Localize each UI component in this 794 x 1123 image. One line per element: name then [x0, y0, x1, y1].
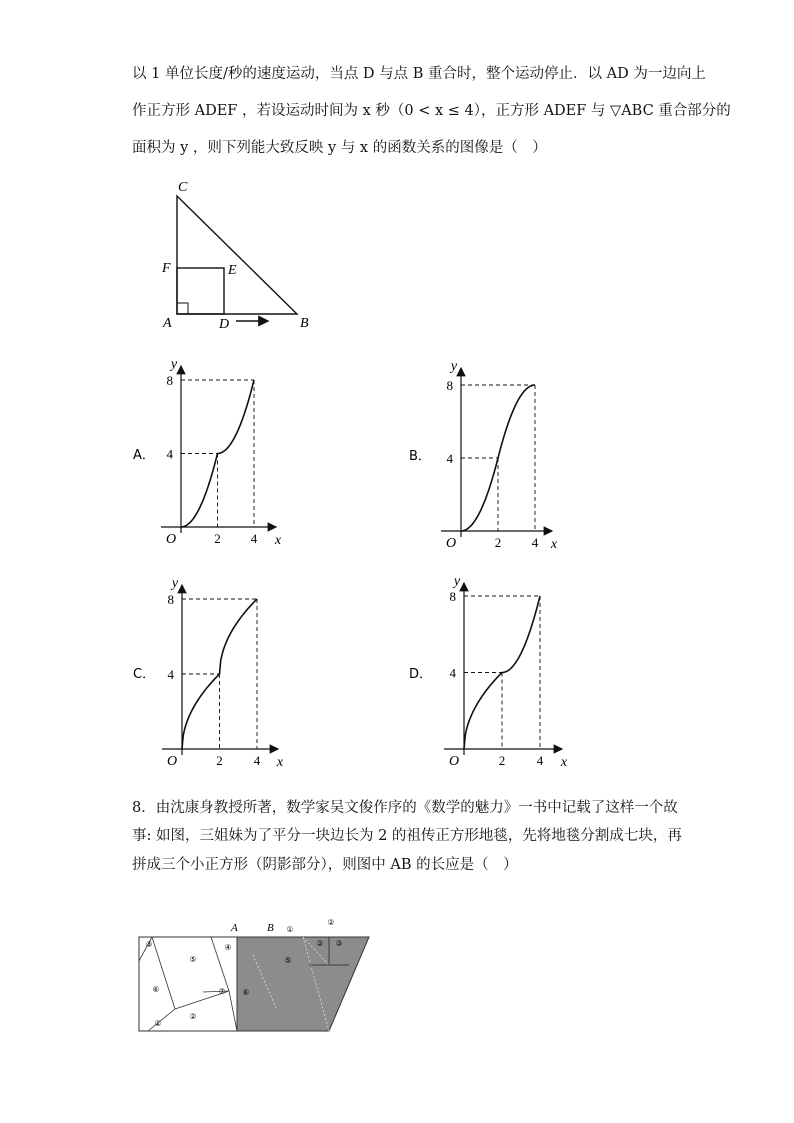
series-curve: [464, 596, 540, 749]
label-f: F: [162, 261, 171, 276]
x-tick-label: 2: [494, 535, 502, 550]
carpet-piece-number: ③: [145, 940, 153, 949]
x-tick-label: 2: [498, 753, 506, 768]
label-c: C: [178, 180, 188, 195]
carpet-square: [139, 937, 237, 1031]
x-tick-label: 4: [531, 535, 539, 550]
carpet-piece-number: ②: [189, 1012, 197, 1021]
q8-line-3: 拼成三个小正方形（阴影部分），则图中 AB 的长应是（ ）: [132, 857, 518, 873]
carpet-label-a: A: [231, 922, 238, 934]
triangle-abc: [177, 196, 297, 314]
graph-option-b: [409, 359, 558, 552]
carpet-piece-number: ⑦: [218, 987, 226, 996]
origin-label: O: [165, 532, 177, 547]
carpet-piece-number: ⑤: [284, 956, 292, 965]
y-axis-label: y: [450, 359, 458, 374]
y-tick-label: 4: [166, 446, 173, 462]
x-tick-label: 4: [536, 753, 544, 768]
x-axis-label: x: [276, 755, 284, 770]
y-axis-label: y: [453, 574, 461, 589]
label-b: B: [300, 316, 309, 331]
square-adef: [177, 268, 224, 314]
carpet-piece-number: ②: [316, 939, 324, 948]
origin-label: O: [166, 754, 178, 769]
y-tick-label: 4: [449, 665, 456, 681]
y-tick-label: 4: [167, 667, 174, 682]
x-axis-label: x: [560, 755, 568, 770]
y-axis-label: y: [170, 357, 178, 372]
option-label: B．: [409, 449, 431, 464]
origin-label: O: [448, 754, 460, 769]
option-label: D．: [409, 667, 433, 682]
carpet-piece-number: ①: [286, 925, 294, 934]
q8-line-1: 8．由沈康身教授所著，数学家吴文俊作序的《数学的魅力》一书中记载了这样一个故: [132, 800, 678, 816]
y-tick-label: 8: [449, 589, 456, 604]
x-axis-label: x: [274, 533, 282, 548]
x-tick-label: 2: [214, 531, 221, 546]
origin-label: O: [445, 536, 457, 551]
q8-line-2: 事: 如图，三姐妹为了平分一块边长为 2 的祖传正方形地毯，先将地毯分割成七块，再: [132, 828, 682, 844]
carpet-label-b: B: [267, 922, 274, 934]
right-angle-mark: [177, 303, 188, 314]
option-label: A．: [133, 448, 155, 463]
carpet-figure: [139, 937, 369, 1031]
x-tick-label: 4: [250, 531, 258, 546]
carpet-piece-number: ⑥: [242, 988, 250, 997]
option-label: C．: [133, 667, 156, 682]
label-e: E: [228, 263, 237, 278]
carpet-piece-number: ①: [154, 1019, 162, 1028]
carpet-piece-number: ④: [224, 943, 232, 952]
graph-option-a: [133, 357, 282, 548]
carpet-piece-number: ⑤: [189, 955, 197, 964]
y-tick-label: 8: [446, 378, 453, 393]
label-a: A: [163, 316, 172, 331]
y-tick-label: 8: [166, 373, 173, 388]
q7-line-3: 面积为 y ，则下列能大致反映 y 与 x 的函数关系的图像是（ ）: [132, 140, 547, 156]
carpet-piece-number: ⑥: [152, 985, 160, 994]
y-tick-label: 8: [167, 592, 174, 607]
label-d: D: [219, 317, 230, 332]
q7-line-1: 以 1 单位长度/秒的速度运动，当点 D 与点 B 重合时，整个运动停止．以 AD 为一边向上: [132, 66, 706, 82]
carpet-piece-number: ②: [327, 918, 335, 927]
graph-option-d: [409, 574, 568, 770]
y-axis-label: y: [171, 576, 179, 591]
x-tick-label: 2: [216, 753, 223, 768]
triangle-figure: [177, 196, 297, 321]
x-tick-label: 4: [253, 753, 261, 768]
graph-option-c: [133, 576, 284, 770]
carpet-piece-number: ③: [335, 939, 343, 948]
x-axis-label: x: [550, 537, 558, 552]
y-tick-label: 4: [446, 451, 453, 466]
q7-line-2: 作正方形 ADEF ，若设运动时间为 x 秒（0 < x ≤ 4），正方形 ADEF 与 ▽ABC 重合部分的: [132, 103, 731, 119]
